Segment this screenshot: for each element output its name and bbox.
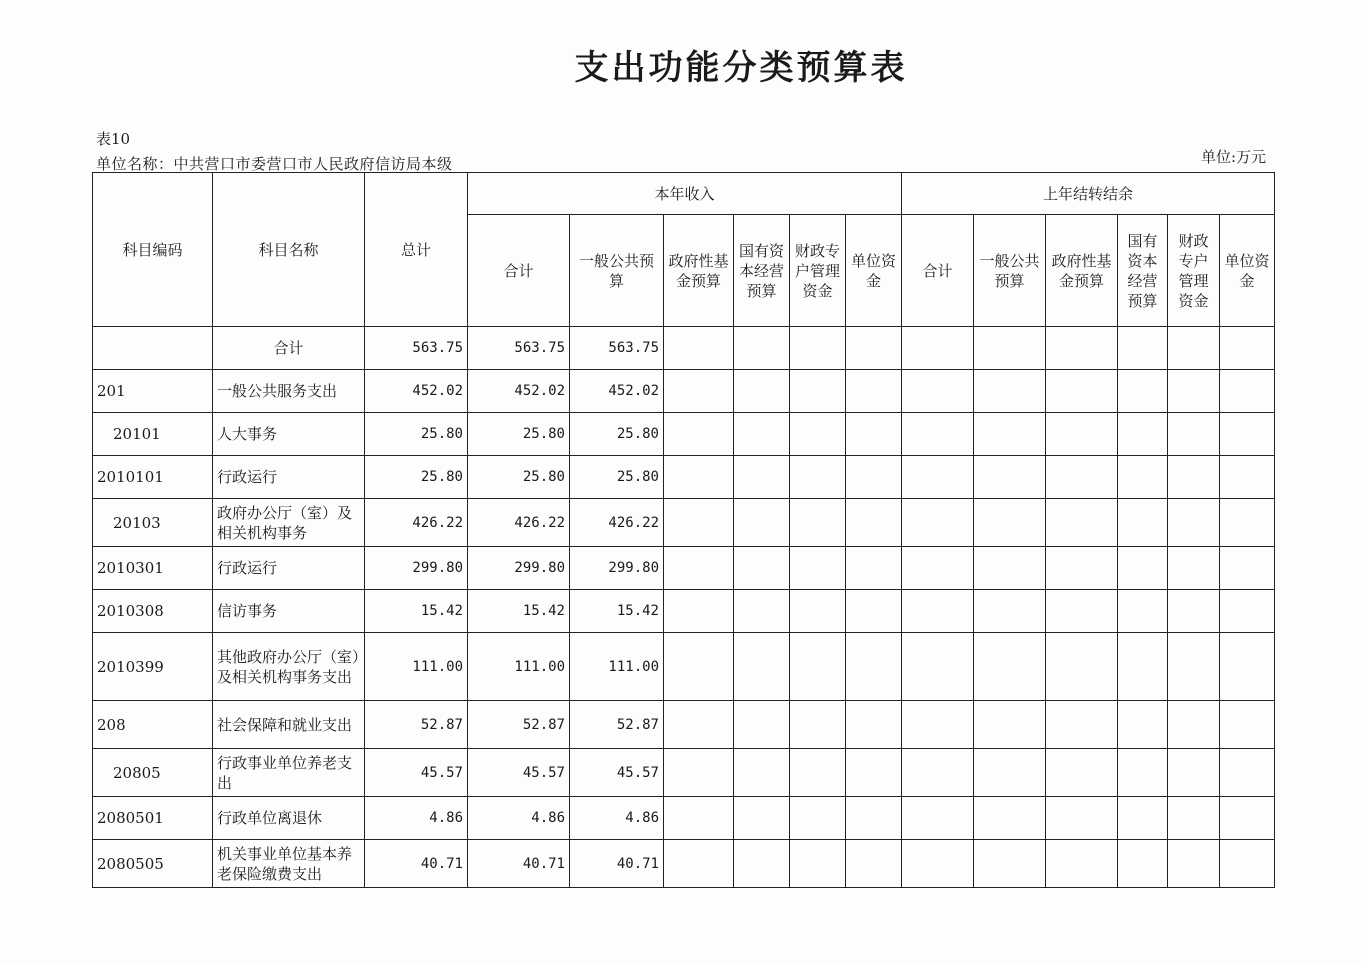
- table-row: [93, 370, 1275, 413]
- row-general: 25.80: [570, 413, 664, 456]
- row-code: 2010101: [93, 456, 213, 499]
- row-name: 一般公共服务支出: [213, 370, 365, 413]
- header-last-year-balance: 上年结转结余: [902, 173, 1275, 215]
- row-name: 人大事务: [213, 413, 365, 456]
- row-general: 15.42: [570, 590, 664, 633]
- row-name: 合计: [213, 327, 365, 370]
- row-name: 行政单位离退休: [213, 797, 365, 840]
- row-total: 563.75: [365, 327, 468, 370]
- table-row: [93, 633, 1275, 701]
- row-code: 201: [93, 370, 213, 413]
- table-row: [93, 701, 1275, 749]
- row-name: 行政事业单位养老支出: [213, 749, 365, 797]
- table-number: 表10: [96, 130, 131, 148]
- row-name: 社会保障和就业支出: [213, 701, 365, 749]
- header-unit-funds: 单位资金: [846, 215, 902, 327]
- table-row: [93, 456, 1275, 499]
- header-general-budget-ly: 一般公共预算: [974, 215, 1046, 327]
- row-total: 25.80: [365, 456, 468, 499]
- currency-unit: 单位:万元: [1200, 148, 1266, 166]
- header-current-income: 本年收入: [468, 173, 902, 215]
- page-title: 支出功能分类预算表: [574, 48, 908, 88]
- row-general: 4.86: [570, 797, 664, 840]
- row-total: 299.80: [365, 547, 468, 590]
- table-row: [93, 797, 1275, 840]
- row-sum: 52.87: [468, 701, 570, 749]
- row-code: [93, 327, 213, 370]
- header-special-account-ly: 财政专户管理资金: [1168, 215, 1220, 327]
- row-name: 信访事务: [213, 590, 365, 633]
- row-sum: 40.71: [468, 840, 570, 888]
- row-code: 20103: [93, 499, 213, 547]
- header-code: 科目编码: [93, 173, 213, 327]
- header-capital-budget: 国有资本经营预算: [734, 215, 790, 327]
- row-sum: 25.80: [468, 456, 570, 499]
- row-sum: 426.22: [468, 499, 570, 547]
- row-code: 2010399: [93, 633, 213, 701]
- row-name: 行政运行: [213, 456, 365, 499]
- row-sum: 15.42: [468, 590, 570, 633]
- budget-table: [92, 172, 1275, 888]
- header-unit-funds-ly: 单位资金: [1220, 215, 1275, 327]
- row-total: 45.57: [365, 749, 468, 797]
- row-total: 52.87: [365, 701, 468, 749]
- row-total: 15.42: [365, 590, 468, 633]
- table-row: [93, 547, 1275, 590]
- row-sum: 299.80: [468, 547, 570, 590]
- row-name: 政府办公厅（室）及相关机构事务: [213, 499, 365, 547]
- row-general: 563.75: [570, 327, 664, 370]
- row-general: 40.71: [570, 840, 664, 888]
- row-sum: 4.86: [468, 797, 570, 840]
- row-general: 52.87: [570, 701, 664, 749]
- header-sum: 合计: [468, 215, 570, 327]
- header-fund-budget: 政府性基金预算: [664, 215, 734, 327]
- row-total: 111.00: [365, 633, 468, 701]
- table-row: [93, 327, 1275, 370]
- row-code: 208: [93, 701, 213, 749]
- row-name: 机关事业单位基本养老保险缴费支出: [213, 840, 365, 888]
- row-sum: 452.02: [468, 370, 570, 413]
- row-general: 299.80: [570, 547, 664, 590]
- row-code: 2080501: [93, 797, 213, 840]
- row-code: 20101: [93, 413, 213, 456]
- row-total: 452.02: [365, 370, 468, 413]
- unit-name: 单位名称：中共营口市委营口市人民政府信访局本级: [96, 155, 453, 173]
- row-code: 2080505: [93, 840, 213, 888]
- row-code: 2010301: [93, 547, 213, 590]
- row-sum: 111.00: [468, 633, 570, 701]
- header-row-1: [93, 173, 1275, 215]
- row-name: 其他政府办公厅（室）及相关机构事务支出: [213, 633, 365, 701]
- row-general: 452.02: [570, 370, 664, 413]
- row-general: 25.80: [570, 456, 664, 499]
- header-fund-budget-ly: 政府性基金预算: [1046, 215, 1118, 327]
- header-name: 科目名称: [213, 173, 365, 327]
- row-general: 426.22: [570, 499, 664, 547]
- row-code: 20805: [93, 749, 213, 797]
- row-general: 111.00: [570, 633, 664, 701]
- header-total: 总计: [365, 173, 468, 327]
- table-row: [93, 413, 1275, 456]
- row-sum: 25.80: [468, 413, 570, 456]
- row-total: 4.86: [365, 797, 468, 840]
- row-sum: 563.75: [468, 327, 570, 370]
- header-sum-ly: 合计: [902, 215, 974, 327]
- header-capital-budget-ly: 国有资本经营预算: [1118, 215, 1168, 327]
- table-row: [93, 749, 1275, 797]
- table-row: [93, 840, 1275, 888]
- row-name: 行政运行: [213, 547, 365, 590]
- row-total: 25.80: [365, 413, 468, 456]
- header-special-account: 财政专户管理资金: [790, 215, 846, 327]
- table-row: [93, 499, 1275, 547]
- header-general-budget: 一般公共预算: [570, 215, 664, 327]
- row-total: 40.71: [365, 840, 468, 888]
- row-sum: 45.57: [468, 749, 570, 797]
- row-code: 2010308: [93, 590, 213, 633]
- row-total: 426.22: [365, 499, 468, 547]
- row-general: 45.57: [570, 749, 664, 797]
- table-row: [93, 590, 1275, 633]
